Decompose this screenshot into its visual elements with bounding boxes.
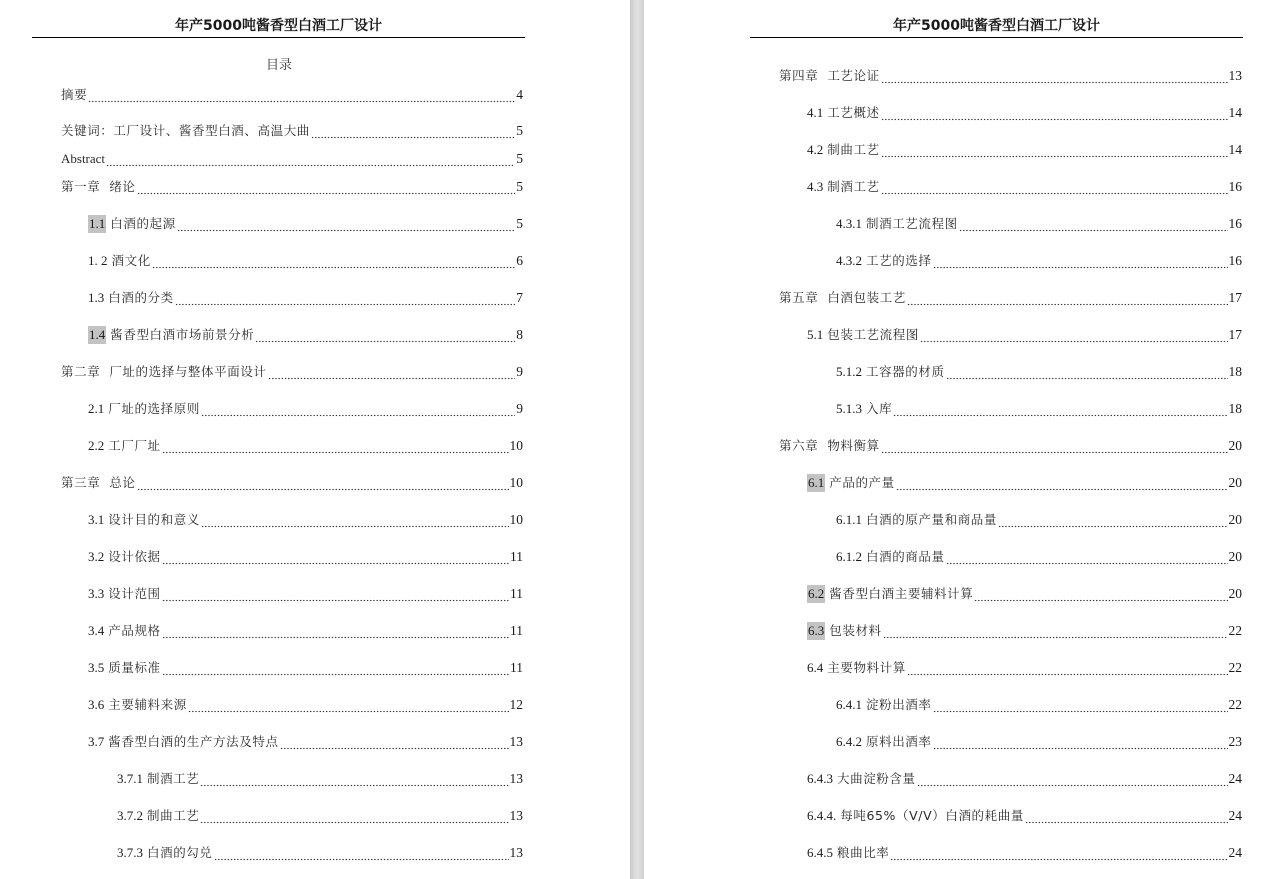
- toc-entry-title: 产品的产量: [829, 475, 895, 490]
- toc-entry[interactable]: [88, 511, 523, 529]
- page-header-title: 年产5000吨酱香型白酒工厂设计: [175, 18, 382, 34]
- dot-leader: [896, 478, 1228, 492]
- toc-page-number: 16: [1228, 216, 1242, 231]
- toc-entry-title: 白酒的原产量和商品量: [866, 512, 998, 527]
- toc-page-number: 12: [509, 697, 523, 712]
- toc-entry-title: 白酒的分类: [108, 290, 174, 305]
- toc-section-number: 6.1.2: [836, 549, 862, 564]
- toc-chapter-label: 第五章: [779, 290, 819, 305]
- toc-entry[interactable]: [88, 696, 523, 714]
- toc-entry-title: 产品规格: [108, 623, 161, 638]
- toc-entry[interactable]: [807, 844, 1242, 862]
- dot-leader: [881, 441, 1228, 455]
- toc-section-number: 1.3: [88, 290, 105, 305]
- toc-entry-title: 白酒包装工艺: [827, 290, 906, 305]
- toc-page-number: 5: [516, 216, 523, 231]
- toc-entry[interactable]: [779, 437, 1242, 455]
- toc-entry[interactable]: [88, 733, 523, 751]
- toc-page-number: 17: [1228, 327, 1242, 342]
- toc-section-number: 5.1.2: [836, 364, 862, 379]
- toc-entry[interactable]: [88, 437, 523, 455]
- toc-entry[interactable]: [807, 585, 1242, 603]
- dot-leader: [974, 589, 1227, 603]
- toc-entry-title: 厂址的选择原则: [108, 401, 200, 416]
- toc-page-number: 8: [516, 327, 523, 342]
- page-header-title: 年产5000吨酱香型白酒工厂设计: [893, 18, 1100, 34]
- dot-leader: [214, 848, 509, 862]
- toc-page-number: 13: [509, 771, 523, 786]
- toc-entry-title: 工厂厂址: [108, 438, 161, 453]
- toc-entry-title: 包装工艺流程图: [827, 327, 919, 342]
- toc-entry[interactable]: [807, 474, 1242, 492]
- toc-section-number: 2.1: [88, 401, 105, 416]
- toc-page-number: 20: [1228, 549, 1242, 564]
- toc-page-number: 11: [510, 586, 523, 601]
- toc-page-number: 10: [509, 512, 523, 527]
- toc-entry-title: 原料出酒率: [866, 734, 932, 749]
- toc-entry[interactable]: [836, 400, 1242, 418]
- dot-leader: [881, 71, 1228, 85]
- dot-leader: [1025, 811, 1228, 825]
- toc-entry[interactable]: [836, 215, 1242, 233]
- toc-page-number: 13: [509, 808, 523, 823]
- toc-entry-title: 制酒工艺流程图: [866, 216, 958, 231]
- toc-entry-title: 包装材料: [829, 623, 882, 638]
- toc-page-number: 24: [1228, 845, 1242, 860]
- dot-leader: [280, 737, 509, 751]
- dot-leader: [200, 811, 508, 825]
- toc-entry-title: 白酒的商品量: [866, 549, 945, 564]
- toc-entry[interactable]: [61, 474, 523, 492]
- dot-leader: [188, 700, 509, 714]
- toc-section-number: 5.1: [807, 327, 824, 342]
- toc-entry-title: 制曲工艺: [827, 142, 880, 157]
- toc-entry-title: 工艺的选择: [866, 253, 932, 268]
- toc-entry[interactable]: [88, 659, 523, 677]
- dot-leader: [255, 330, 515, 344]
- dot-leader: [175, 293, 515, 307]
- dot-leader: [946, 552, 1228, 566]
- toc-entry-title: 淀粉出酒率: [866, 697, 932, 712]
- toc-entry[interactable]: [88, 215, 523, 233]
- toc-section-number: 6.2: [808, 586, 825, 601]
- toc-page-number: 20: [1228, 586, 1242, 601]
- toc-entry-title: 大曲淀粉含量: [837, 771, 916, 786]
- toc-section-number: 2.2: [88, 438, 105, 453]
- toc-entry-title: 厂址的选择与整体平面设计: [109, 364, 267, 379]
- dot-leader: [137, 478, 509, 492]
- dot-leader: [907, 293, 1228, 307]
- dot-leader: [917, 774, 1228, 788]
- toc-entry-title: 酒文化: [111, 253, 151, 268]
- toc-section-number: 3.7.1: [117, 771, 143, 786]
- toc-entry[interactable]: [88, 400, 523, 418]
- toc-entry[interactable]: [836, 363, 1242, 381]
- toc-entry[interactable]: [807, 141, 1242, 159]
- dot-leader: [920, 330, 1228, 344]
- toc-page-number: 5: [516, 179, 523, 194]
- toc-page-number: 13: [509, 734, 523, 749]
- dot-leader: [998, 515, 1227, 529]
- toc-entry[interactable]: [88, 622, 523, 640]
- toc-page-number: 14: [1228, 142, 1242, 157]
- toc-page-number: 18: [1228, 364, 1242, 379]
- toc-page-number: 22: [1228, 697, 1242, 712]
- toc-heading: 目录: [266, 58, 293, 73]
- toc-page-number: 20: [1228, 438, 1242, 453]
- toc-chapter-label: 第二章: [61, 364, 101, 379]
- header-rule: [750, 37, 1243, 38]
- toc-chapter-label: 第六章: [779, 438, 819, 453]
- toc-entry-title: 每吨65%（V/V）白酒的耗曲量: [840, 808, 1024, 823]
- toc-page-number: 20: [1228, 475, 1242, 490]
- toc-chapter-label: 第三章: [61, 475, 101, 490]
- toc-page-number: 5: [516, 123, 523, 138]
- toc-page-number: 11: [510, 623, 523, 638]
- toc-entry[interactable]: [836, 733, 1242, 751]
- toc-page-number: 22: [1228, 660, 1242, 675]
- toc-section-number: 6.3: [808, 623, 825, 638]
- toc-entry[interactable]: [807, 178, 1242, 196]
- toc-entry[interactable]: [836, 696, 1242, 714]
- toc-section-number: 4.3.1: [836, 216, 862, 231]
- toc-page-number: 11: [510, 549, 523, 564]
- toc-page-number: 9: [516, 401, 523, 416]
- dot-leader: [137, 182, 516, 196]
- dot-leader: [890, 848, 1227, 862]
- toc-entry-title: 制酒工艺: [827, 179, 880, 194]
- toc-entry[interactable]: [836, 511, 1242, 529]
- dot-leader: [907, 663, 1228, 677]
- toc-section-number: 4.3: [807, 179, 824, 194]
- dot-leader: [162, 441, 509, 455]
- dot-leader: [177, 219, 515, 233]
- dot-leader: [162, 589, 509, 603]
- toc-page-number: 7: [516, 290, 523, 305]
- toc-entry-title: 制曲工艺: [147, 808, 200, 823]
- dot-leader: [959, 219, 1228, 233]
- toc-section-number: 3.7.3: [117, 845, 143, 860]
- toc-section-number: 3.4: [88, 623, 105, 638]
- toc-entry[interactable]: [88, 585, 523, 603]
- toc-section-number: 6.4.5: [807, 845, 833, 860]
- toc-page-number: 4: [516, 87, 523, 102]
- toc-entry[interactable]: [807, 104, 1242, 122]
- toc-entry[interactable]: [836, 252, 1242, 270]
- toc-page-number: 5: [516, 151, 523, 166]
- toc-section-number: 6.4.2: [836, 734, 862, 749]
- toc-entry-title: 绪论: [109, 179, 136, 194]
- dot-leader: [268, 367, 516, 381]
- toc-page-number: 24: [1228, 771, 1242, 786]
- toc-entry[interactable]: [61, 150, 523, 168]
- toc-entry[interactable]: [117, 770, 523, 788]
- toc-entry[interactable]: [807, 807, 1242, 825]
- toc-page-number: 6: [516, 253, 523, 268]
- toc-section-number: 3.7.2: [117, 808, 143, 823]
- toc-entry[interactable]: [807, 770, 1242, 788]
- dot-leader: [106, 154, 515, 168]
- toc-chapter-label: 第四章: [779, 68, 819, 83]
- toc-section-number: 1.4: [89, 327, 106, 342]
- toc-entry-title: Abstract: [61, 151, 106, 166]
- toc-entry-title: 酱香型白酒主要辅料计算: [829, 586, 974, 601]
- toc-entry[interactable]: [807, 659, 1242, 677]
- toc-entry-title: 酱香型白酒的生产方法及特点: [108, 734, 279, 749]
- toc-entry[interactable]: [88, 252, 523, 270]
- dot-leader: [311, 126, 515, 140]
- dot-leader: [162, 552, 509, 566]
- toc-section-number: 3.3: [88, 586, 105, 601]
- toc-section-number: 3.1: [88, 512, 105, 527]
- toc-section-number: 6.4: [807, 660, 824, 675]
- toc-section-number: 6.4.1: [836, 697, 862, 712]
- toc-section-number: 1. 2: [88, 253, 108, 268]
- toc-section-number: 3.5: [88, 660, 105, 675]
- toc-entry[interactable]: [61, 122, 523, 140]
- toc-entry-title: 主要物料计算: [827, 660, 906, 675]
- toc-page-number: 10: [509, 475, 523, 490]
- toc-page-number: 16: [1228, 179, 1242, 194]
- toc-section-number: 4.1: [807, 105, 824, 120]
- toc-section-number: 3.7: [88, 734, 105, 749]
- dot-leader: [200, 774, 508, 788]
- toc-entry-title: 物料衡算: [827, 438, 880, 453]
- toc-entry-title: 制酒工艺: [147, 771, 200, 786]
- toc-page-number: 17: [1228, 290, 1242, 305]
- toc-entry[interactable]: [779, 67, 1242, 85]
- toc-page-number: 13: [509, 845, 523, 860]
- dot-leader: [933, 737, 1228, 751]
- toc-page-number: 22: [1228, 623, 1242, 638]
- toc-entry-title: 关键词：工厂设计、酱香型白酒、高温大曲: [61, 123, 310, 138]
- toc-section-number: 4.2: [807, 142, 824, 157]
- toc-entry[interactable]: [61, 363, 523, 381]
- toc-entry-title: 粮曲比率: [837, 845, 890, 860]
- toc-chapter-label: 第一章: [61, 179, 101, 194]
- dot-leader: [881, 145, 1228, 159]
- document-page-right: [644, 0, 1265, 879]
- dot-leader: [88, 90, 515, 104]
- toc-entry-title: 总论: [109, 475, 136, 490]
- toc-entry-title: 设计依据: [108, 549, 161, 564]
- toc-entry[interactable]: [836, 548, 1242, 566]
- dot-leader: [201, 515, 509, 529]
- dot-leader: [933, 700, 1228, 714]
- dot-leader: [881, 108, 1228, 122]
- toc-section-number: 5.1.3: [836, 401, 862, 416]
- dot-leader: [946, 367, 1228, 381]
- toc-entry-title: 白酒的勾兑: [147, 845, 213, 860]
- toc-entry[interactable]: [61, 178, 523, 196]
- toc-page-number: 16: [1228, 253, 1242, 268]
- toc-page-number: 23: [1228, 734, 1242, 749]
- toc-section-number: 6.1: [808, 475, 825, 490]
- toc-page-number: 13: [1228, 68, 1242, 83]
- toc-entry[interactable]: [807, 622, 1242, 640]
- toc-section-number: 6.1.1: [836, 512, 862, 527]
- toc-section-number: 3.2: [88, 549, 105, 564]
- toc-entry-title: 工容器的材质: [866, 364, 945, 379]
- document-page-left: [0, 0, 630, 879]
- toc-entry[interactable]: [779, 289, 1242, 307]
- toc-entry[interactable]: [88, 289, 523, 307]
- toc-page-number: 24: [1228, 808, 1242, 823]
- dot-leader: [893, 404, 1227, 418]
- toc-entry[interactable]: [117, 807, 523, 825]
- toc-section-number: 6.4.4.: [807, 808, 837, 823]
- toc-page-number: 14: [1228, 105, 1242, 120]
- toc-entry-title: 酱香型白酒市场前景分析: [110, 327, 255, 342]
- dot-leader: [881, 182, 1228, 196]
- page-separator: [630, 0, 644, 879]
- dot-leader: [162, 626, 509, 640]
- toc-section-number: 3.6: [88, 697, 105, 712]
- toc-entry-title: 白酒的起源: [110, 216, 176, 231]
- toc-entry[interactable]: [807, 326, 1242, 344]
- dot-leader: [883, 626, 1228, 640]
- dot-leader: [933, 256, 1228, 270]
- toc-section-number: 1.1: [89, 216, 106, 231]
- toc-entry[interactable]: [88, 326, 523, 344]
- toc-entry-title: 质量标准: [108, 660, 161, 675]
- toc-entry-title: 主要辅料来源: [108, 697, 187, 712]
- toc-entry[interactable]: [61, 86, 523, 104]
- toc-page-number: 11: [510, 660, 523, 675]
- toc-section-number: 4.3.2: [836, 253, 862, 268]
- toc-entry-title: 入库: [866, 401, 893, 416]
- toc-entry[interactable]: [88, 548, 523, 566]
- toc-page-number: 10: [509, 438, 523, 453]
- dot-leader: [152, 256, 515, 270]
- toc-page-number: 9: [516, 364, 523, 379]
- toc-section-number: 6.4.3: [807, 771, 833, 786]
- toc-entry-title: 设计范围: [108, 586, 161, 601]
- toc-entry-title: 设计目的和意义: [108, 512, 200, 527]
- toc-entry-title: 摘要: [61, 87, 88, 102]
- header-rule: [32, 37, 525, 38]
- toc-entry-title: 工艺概述: [827, 105, 880, 120]
- toc-entry[interactable]: [117, 844, 523, 862]
- toc-page-number: 18: [1228, 401, 1242, 416]
- dot-leader: [201, 404, 515, 418]
- toc-page-number: 20: [1228, 512, 1242, 527]
- dot-leader: [162, 663, 509, 677]
- toc-entry-title: 工艺论证: [827, 68, 880, 83]
